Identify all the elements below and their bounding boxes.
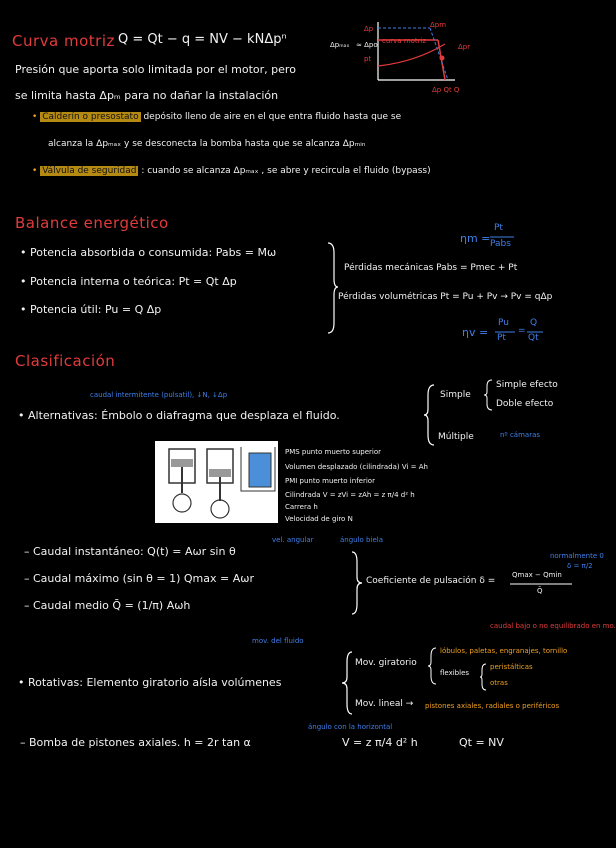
legend-cilindrada: Cilindrada V = zVi = zAh = z π/4 d² h [285,491,415,499]
legend-pms: PMS punto muerto superior [285,448,382,456]
legend-volumen: Volumen desplazado (cilindrada) Vi = Ah [285,463,428,471]
text-pistones: pistones axiales, radiales o periféricos [425,702,560,710]
text-perdidas-volumetricas: Pérdidas volumétricas Pt = Pu + Pv → Pv = qΔp [338,292,553,302]
eta-m-fraction-bar [490,236,514,238]
text-volumen-pistones: V = z π/4 d² h [342,736,418,749]
bullet-valvula: • Válvula de seguridad : cuando se alcanza Δpₘₐₓ , se abre y recircula el fluido (bypass) [32,166,431,176]
sketch-label-pr: Δpr [458,43,471,51]
brace-rotativas [342,652,352,714]
annot-angulo-biela: ángulo biela [340,536,383,544]
piston-pump-figure [155,441,278,523]
item-rotativas: • Rotativas: Elemento giratorio aísla volúmenes [18,676,282,689]
brace-caudal [352,552,362,614]
eta-v-denominator: Pt [497,333,506,343]
piston-pump-drawing [155,441,278,523]
text-calderin-line2: alcanza la Δpₘₐₓ y se desconecta la bomba hasta que se alcanza Δpₘᵢₙ [48,139,366,149]
text-valvula-desc: : cuando se alcanza Δpₘₐₓ , se abre y recircula el fluido (bypass) [141,166,431,176]
annot-caudal-intermitente: caudal intermitente (pulsatil), ↓N, ↓Δp [90,391,228,399]
label-simple-efecto: Simple efecto [496,380,558,390]
sketch-label-dpo: ≈ Δpo [356,41,378,49]
heading-curva-motriz: Curva motriz [12,32,115,50]
text-caudal-medio: – Caudal medio Q̄ = (1/π) Aωh [24,599,191,612]
coef-fraction-bar [510,583,572,585]
brace-alternativas [424,385,434,445]
coef-denominator: Q̄ [537,587,543,595]
eta-m-denominator: Pabs [490,239,511,249]
sketch-label-pt: pt [364,55,372,63]
annot-vel-angular: vel. angular [272,536,314,544]
item-potencia-interna: • Potencia interna o teórica: Pt = Qt Δp [20,275,237,288]
eta-v-equals: = [518,326,526,336]
item-alternativas: • Alternativas: Émbolo o diafragma que desplaza el fluido. [18,409,340,422]
coef-numerator: Qmax − Qmin [512,571,562,579]
legend-pmi: PMI punto muerto inferior [285,477,375,485]
sketch-label-dpm: Δpm [430,21,447,29]
brace-simple [484,380,492,410]
text-presion-line2: se limita hasta Δpₘ para no dañar la instalación [15,89,279,102]
annot-n-camaras: nº cámaras [500,431,541,439]
annot-caudal-bajo: caudal bajo o no equilibrado en mo. [490,622,616,630]
eta-v-denominator2: Qt [528,333,539,343]
text-otras: otras [490,679,508,687]
label-mov-lineal: Mov. lineal → [355,699,414,709]
brace-perdidas [326,243,338,333]
brace-flexibles [480,664,486,690]
heading-clasificacion: Clasificación [15,352,116,370]
text-perdidas-mecanicas: Pérdidas mecánicas Pabs = Pmec + Pt [344,263,518,273]
label-doble-efecto: Doble efecto [496,399,554,409]
annot-delta-pi: δ = π/2 [567,562,593,570]
annot-angulo-horizontal: ángulo con la horizontal [308,723,393,731]
highlight-calderin: Calderín o presostato [42,112,139,122]
text-calderin-desc: depósito lleno de aire en el que entra fluido hasta que se [143,112,402,122]
text-pistones-axiales: – Bomba de pistones axiales. h = 2r tan α [20,736,251,749]
sketch-label-dpmax: Δpₘₐₓ [330,41,350,49]
curva-motriz-sketch [330,14,470,94]
sketch-label-dp: Δp [364,25,374,33]
formula-curva-motriz: Q = Qt − q = NV − kNΔpⁿ [118,32,287,47]
text-presion-line1: Presión que aporta solo limitada por el motor, pero [15,63,296,76]
sketch-label-axis: Δp Qt Q [432,86,460,94]
eta-v-numerator2: Q [530,318,538,328]
annot-normalmente: normalmente 0 [550,552,604,560]
label-multiple: Múltiple [438,432,474,442]
item-potencia-util: • Potencia útil: Pu = Q Δp [20,303,162,316]
legend-carrera: Carrera h [285,503,318,511]
text-caudal-maximo: – Caudal máximo (sin θ = 1) Qmax = Aωr [24,572,254,585]
item-potencia-absorbida: • Potencia absorbida o consumida: Pabs = Mω [20,246,277,259]
eta-m-numerator: Pt [494,223,503,233]
label-flexibles: flexibles [440,669,470,677]
text-caudal-instantaneo: – Caudal instantáneo: Q(t) = Aωr sin θ [24,545,236,558]
text-coef-pulsacion: Coeficiente de pulsación δ = [366,576,496,586]
text-lobulos: lóbulos, paletas, engranajes, tornillo [440,647,568,655]
legend-velocidad: Velocidad de giro N [285,515,353,523]
operating-point-marker [440,56,445,61]
highlight-valvula: Válvula de seguridad [42,166,137,176]
bullet-calderin: • Calderín o presostato depósito lleno de aire en el que entra fluido hasta que se [32,112,402,122]
heading-balance: Balance energético [15,214,169,232]
eta-v-numerator: Pu [498,318,509,328]
text-qt-nv: Qt = NV [459,736,504,749]
label-simple: Simple [440,390,471,400]
annot-mov-fluido: mov. del fluido [252,637,304,645]
sketch-label-curva: curva motriz [382,37,427,45]
brace-giratorio [428,648,436,684]
eta-v-label: ηv = [462,326,489,339]
eta-m-label: ηm = [460,232,491,245]
label-mov-giratorio: Mov. giratorio [355,658,417,668]
text-peristalticas: peristálticas [490,663,533,671]
